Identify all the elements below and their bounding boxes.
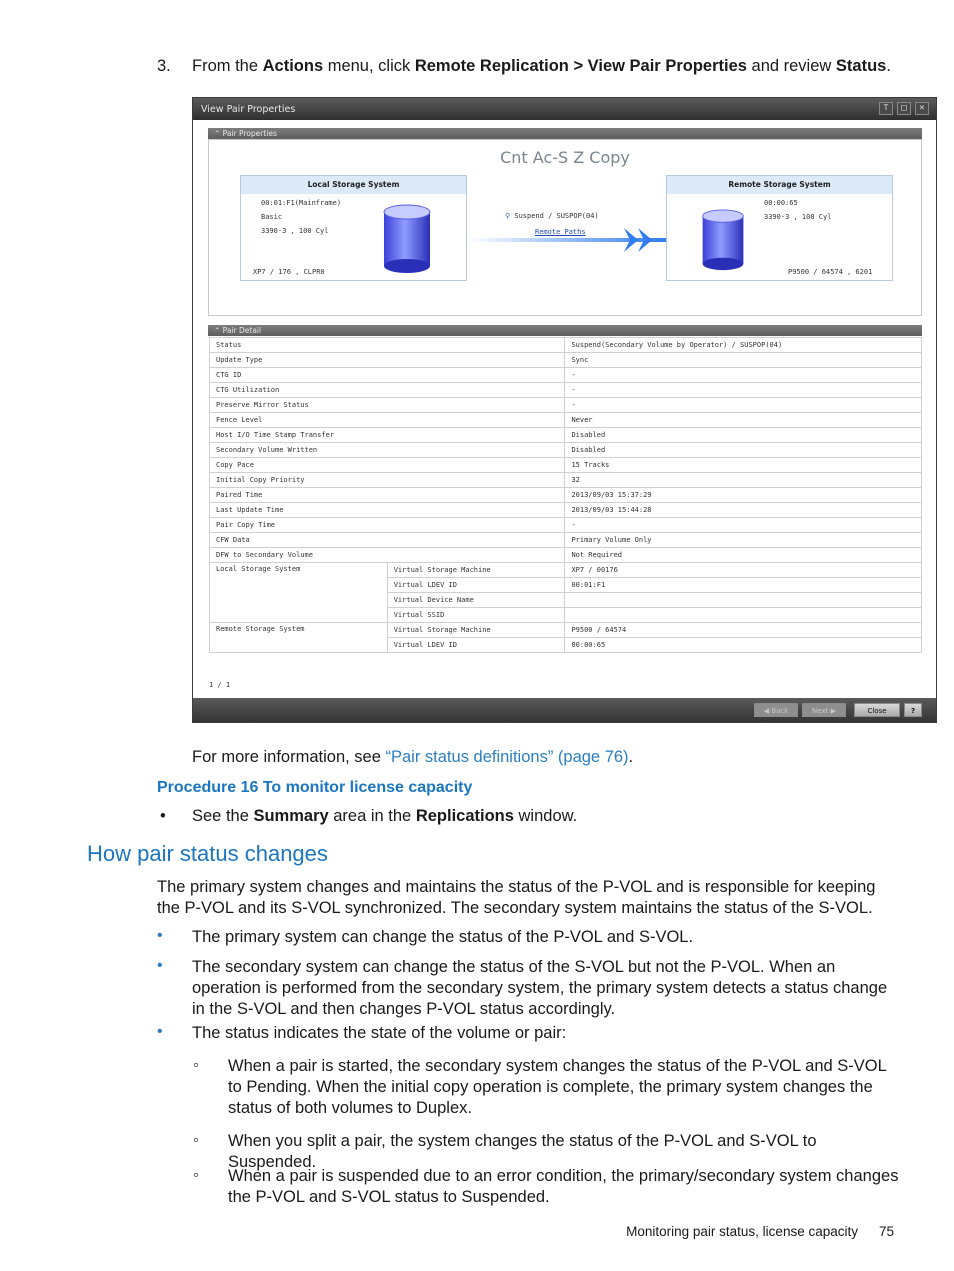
table-row: [210, 548, 922, 563]
bullet-icon: •: [157, 1023, 163, 1040]
link-status: ⚲ Suspend / SUSPOP(04): [505, 212, 599, 220]
remote-footer: P9500 / 64574 , 6201: [788, 268, 873, 276]
detail-label: Initial Copy Priority: [210, 473, 565, 488]
group-sub-value: P9500 / 64574: [565, 623, 922, 638]
bullet-2: The secondary system can change the status of the S-VOL but not the P-VOL. When an operation is performed from the secondary system, the primary system detects a status change in the S-VOL and then changes P-VOL status accordingly.: [192, 958, 888, 1018]
bullet-icon: •: [157, 927, 163, 944]
window-title: View Pair Properties: [201, 104, 296, 115]
detail-value: -: [565, 368, 922, 383]
detail-label: Secondary Volume Written: [210, 443, 565, 458]
table-row: [210, 383, 922, 398]
collapse-icon: ⌃: [214, 129, 223, 138]
footer-text: Monitoring pair status, license capacity: [626, 1224, 858, 1239]
group-sub-label: Virtual Storage Machine: [387, 563, 565, 578]
remote-paths-link[interactable]: Remote Paths: [535, 228, 586, 236]
sub-bullet-1: When a pair is started, the secondary system changes the status of the P-VOL and S-VOL to Pending. When the initial copy operation is complete, the primary system changes the status of both volumes to Duplex.: [228, 1057, 887, 1117]
bullet-1: The primary system can change the status of the P-VOL and S-VOL.: [192, 928, 694, 946]
detail-label: Copy Pace: [210, 458, 565, 473]
bullet-icon: •: [157, 957, 163, 974]
pair-detail-table: [209, 337, 922, 653]
group-sub-label: Virtual Device Name: [387, 593, 565, 608]
detail-value: 2013/09/03 15:44:28: [565, 503, 922, 518]
close-button[interactable]: Close: [854, 703, 900, 717]
group-sub-label: Virtual Storage Machine: [387, 623, 565, 638]
table-row: [210, 428, 922, 443]
local-ldev: 00:01:F1(Mainframe): [261, 199, 342, 207]
table-row: [210, 368, 922, 383]
bullet-3: The status indicates the state of the volume or pair:: [192, 1024, 567, 1042]
table-row: [210, 443, 922, 458]
local-footer: XP7 / 176 , CLPR0: [253, 268, 325, 276]
detail-value: Not Required: [565, 548, 922, 563]
detail-value: Suspend(Secondary Volume by Operator) / SUSPOP(04): [565, 338, 922, 353]
pair-properties-header[interactable]: ⌃ Pair Properties: [208, 128, 922, 139]
local-storage-title: Local Storage System: [307, 180, 400, 189]
detail-label: Pair Copy Time: [210, 518, 565, 533]
pair-properties-panel: [208, 139, 922, 316]
next-button[interactable]: Next ▶: [802, 703, 846, 717]
table-row: [210, 533, 922, 548]
table-row: [210, 623, 922, 638]
remote-storage-box: [666, 175, 893, 281]
detail-label: Preserve Mirror Status: [210, 398, 565, 413]
table-row: [210, 488, 922, 503]
copy-type-title: Cnt Ac-S Z Copy: [500, 148, 630, 167]
view-pair-properties-window: [192, 97, 937, 723]
detail-label: Paired Time: [210, 488, 565, 503]
detail-value: Sync: [565, 353, 922, 368]
detail-label: Status: [210, 338, 565, 353]
remote-emulation: 3390-3 , 100 Cyl: [764, 213, 832, 221]
detail-value: -: [565, 383, 922, 398]
table-row: [210, 413, 922, 428]
local-volume-icon: [383, 204, 431, 274]
procedure-title: Procedure 16 To monitor license capacity: [157, 779, 473, 796]
section-intro: The primary system changes and maintains the status of the P-VOL and is responsible for keeping the P-VOL and its S-VOL synchronized. The secondary system maintains the status of the S-VOL.: [157, 878, 876, 917]
detail-label: Last Update Time: [210, 503, 565, 518]
remote-storage-title: Remote Storage System: [728, 180, 831, 189]
table-row: [210, 473, 922, 488]
remote-volume-icon: [699, 209, 747, 271]
detail-label: DFW to Secondary Volume: [210, 548, 565, 563]
back-button[interactable]: ◀ Back: [754, 703, 798, 717]
detail-value: 15 Tracks: [565, 458, 922, 473]
group-sub-label: Virtual LDEV ID: [387, 638, 565, 653]
detail-label: CTG Utilization: [210, 383, 565, 398]
close-icon[interactable]: ✕: [915, 102, 929, 115]
sub-bullet-icon: ◦: [193, 1166, 199, 1184]
section-heading: How pair status changes: [87, 841, 328, 866]
bullet-icon: •: [160, 807, 166, 825]
group-sub-value: XP7 / 00176: [565, 563, 922, 578]
table-row: [210, 563, 922, 578]
table-row: [210, 398, 922, 413]
detail-value: Never: [565, 413, 922, 428]
group-label: Local Storage System: [210, 563, 388, 623]
remote-ldev: 00:00:65: [764, 199, 798, 207]
sub-bullet-3: When a pair is suspended due to an error condition, the primary/secondary system changes the P-VOL and S-VOL status to Suspended.: [228, 1167, 899, 1206]
detail-value: Primary Volume Only: [565, 533, 922, 548]
local-storage-box: [240, 175, 467, 281]
group-sub-value: 00:00:65: [565, 638, 922, 653]
detail-value: Disabled: [565, 443, 922, 458]
group-sub-value: [565, 608, 922, 623]
detail-value: 32: [565, 473, 922, 488]
table-row: [210, 503, 922, 518]
page-number: 75: [879, 1224, 895, 1239]
group-sub-label: Virtual SSID: [387, 608, 565, 623]
collapse-icon: ⌃: [214, 326, 223, 335]
step-text: From the Actions menu, click Remote Replication > View Pair Properties and review Status.: [192, 57, 891, 75]
group-sub-value: 00:01:F1: [565, 578, 922, 593]
table-row: [210, 518, 922, 533]
table-row: [210, 353, 922, 368]
group-sub-label: Virtual LDEV ID: [387, 578, 565, 593]
table-row: [210, 338, 922, 353]
pin-icon[interactable]: ⊤: [879, 102, 893, 115]
detail-label: CFW Data: [210, 533, 565, 548]
info-line: For more information, see “Pair status definitions” (page 76).: [192, 748, 634, 766]
procedure-step: See the Summary area in the Replications window.: [192, 807, 578, 825]
pair-status-definitions-link[interactable]: “Pair status definitions” (page 76): [385, 748, 629, 766]
detail-label: Host I/O Time Stamp Transfer: [210, 428, 565, 443]
table-row: [210, 458, 922, 473]
pair-detail-header[interactable]: ⌃ Pair Detail: [208, 325, 922, 336]
detail-value: Disabled: [565, 428, 922, 443]
link-status-icon: ⚲: [505, 212, 511, 220]
local-emulation: 3390-3 , 100 Cyl: [261, 227, 329, 235]
detail-label: Update Type: [210, 353, 565, 368]
page-indicator: 1 / 1: [209, 681, 231, 689]
window-footer: [193, 698, 936, 722]
detail-value: -: [565, 518, 922, 533]
group-label: Remote Storage System: [210, 623, 388, 653]
group-sub-value: [565, 593, 922, 608]
detail-value: -: [565, 398, 922, 413]
window-titlebar: [193, 98, 936, 120]
sub-bullet-2: When you split a pair, the system changes the status of the P-VOL and S-VOL to Suspended.: [228, 1132, 817, 1171]
sub-bullet-icon: ◦: [193, 1056, 199, 1074]
help-button[interactable]: ?: [904, 703, 922, 717]
detail-label: Fence Level: [210, 413, 565, 428]
detail-value: 2013/09/03 15:37:29: [565, 488, 922, 503]
detail-label: CTG ID: [210, 368, 565, 383]
maximize-icon[interactable]: □: [897, 102, 911, 115]
sub-bullet-icon: ◦: [193, 1131, 199, 1149]
step-number: 3.: [157, 57, 171, 75]
local-type: Basic: [261, 213, 283, 221]
